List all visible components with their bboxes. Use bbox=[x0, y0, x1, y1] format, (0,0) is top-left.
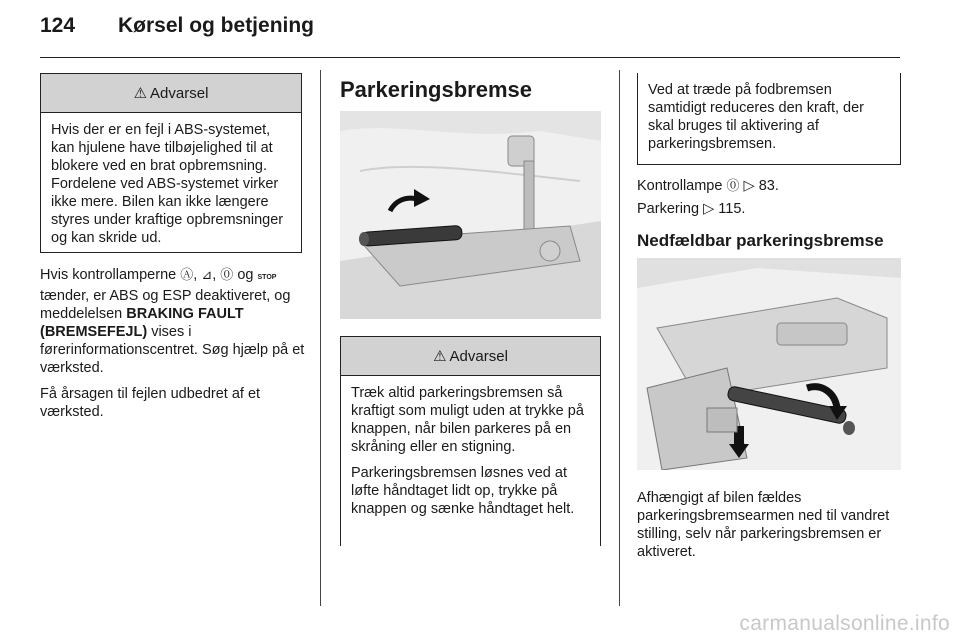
ref-page[interactable]: 83. bbox=[758, 178, 779, 194]
ref-page[interactable]: 115. bbox=[718, 201, 746, 217]
warning-box-parking-brake bbox=[340, 336, 601, 546]
stop-lamp-icon: STOP bbox=[257, 274, 277, 281]
warning-text: Hvis der er en fejl i ABS-systemet, kan hjulene have tilbøjelighed til at blokere ved en brat opbremsning. Fordelene ved ABS-systemet virker ikke mere. Bilen kan ikke længere styres under kraftige opbremsninger og kan skride ud. bbox=[51, 122, 284, 246]
warning-header bbox=[41, 74, 301, 113]
handbrake-illustration bbox=[340, 111, 601, 319]
section-heading-parkeringsbremse: Parkeringsbremse bbox=[340, 77, 532, 102]
brake-lamp-icon: ⓪ bbox=[220, 267, 234, 282]
warning-title: Advarsel bbox=[449, 347, 508, 365]
para-text: Hvis kontrollamperne bbox=[40, 267, 177, 283]
column-divider-left bbox=[320, 70, 321, 606]
warning-text-1: Træk altid parkeringsbremsen så kraftigt som muligt uden at trykke på knappen, når bilen parkeres på en skråning eller en stigning. bbox=[351, 385, 584, 455]
foldable-brake-drawing bbox=[637, 258, 901, 470]
esp-lamp-icon: ⊿ bbox=[201, 267, 213, 282]
ref-label: Kontrollampe bbox=[637, 178, 723, 194]
abs-lamp-paragraph: Hvis kontrollamperne Ⓐ, ⊿, ⓪ og STOP tænder, er ABS og ESP deaktiveret, og meddelelsen BRAKING FAULT (BREMSEFEJL) vises i førerinformationscentret. Søg hjælp på et værksted. bbox=[40, 267, 305, 376]
brake-lamp-icon: ⓪ bbox=[726, 178, 740, 193]
abs-lamp-icon: Ⓐ bbox=[180, 267, 194, 282]
repair-paragraph: Få årsagen til fejlen udbedret af et værksted. bbox=[40, 386, 261, 420]
reference-parking bbox=[637, 200, 745, 218]
warning-title: Advarsel bbox=[150, 84, 209, 102]
handbrake-drawing bbox=[340, 111, 601, 319]
warning-text-2: Parkeringsbremsen løsnes ved at løfte håndtaget lidt op, trykke på knappen og sænke håndtaget helt. bbox=[351, 465, 575, 517]
para-text: og bbox=[237, 267, 254, 283]
column-divider-right bbox=[619, 70, 620, 606]
warning-box-abs bbox=[40, 73, 302, 253]
warning-triangle-icon: ⚠ bbox=[133, 85, 148, 102]
para-text: tænder, er ABS og ESP deaktiveret, og meddelelsen bbox=[40, 288, 291, 322]
info-box-text: Ved at træde på fodbremsen samtidigt reduceres den kraft, der skal bruges til aktivering af parkeringsbremsen. bbox=[648, 82, 864, 152]
warning-triangle-icon: ⚠ bbox=[433, 348, 447, 365]
subheading-foldable-brake: Nedfældbar parkeringsbremse bbox=[637, 231, 884, 250]
info-box-footbrake bbox=[637, 73, 901, 165]
watermark: carmanualsonline.info bbox=[739, 612, 950, 635]
page-ref-arrow-icon[interactable]: ▷ bbox=[743, 178, 755, 194]
page-number: 124 bbox=[40, 14, 76, 37]
header-divider bbox=[40, 57, 900, 58]
message-braking-fault: BRAKING FAULT (BREMSEFEJL) bbox=[40, 306, 244, 340]
para-text: vises i førerinformationscentret. Søg hjælp på et værksted. bbox=[40, 324, 305, 376]
ref-label: Parkering bbox=[637, 201, 700, 217]
reference-control-lamp bbox=[637, 177, 779, 195]
foldable-brake-paragraph: Afhængigt af bilen fældes parkeringsbremsearmen ned til vandret stilling, selv når parkeringsbremsen er aktiveret. bbox=[637, 490, 890, 560]
page-ref-arrow-icon[interactable]: ▷ bbox=[703, 201, 715, 217]
page-title: Kørsel og betjening bbox=[118, 14, 315, 37]
warning-header bbox=[341, 337, 600, 376]
foldable-brake-illustration bbox=[637, 258, 901, 470]
